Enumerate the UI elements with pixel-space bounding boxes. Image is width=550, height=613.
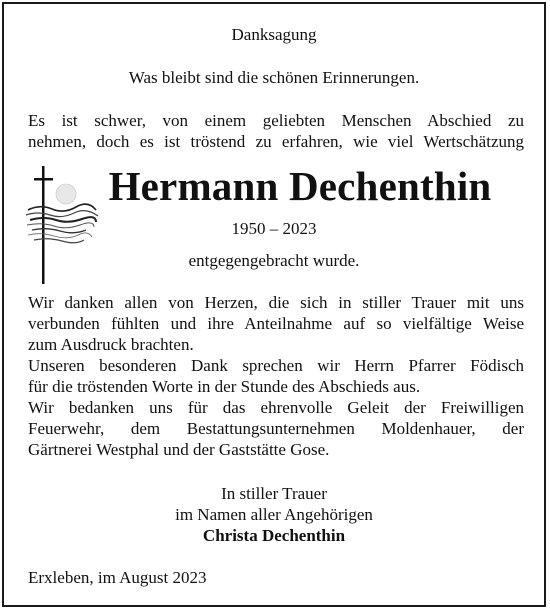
deceased-name: Hermann Dechenthin: [108, 163, 492, 209]
obituary-card: [2, 2, 546, 607]
quote: Was bleibt sind die schönen Erinnerungen.: [128, 68, 420, 87]
place-date: Erxleben, im August 2023: [28, 568, 207, 587]
thanks-line-7: Feuerwehr, dem Bestattungsunternehmen Moldenhauer, der: [28, 419, 524, 438]
intro-end: entgegengebracht wurde.: [188, 251, 360, 270]
closing-line-1: In stiller Trauer: [221, 484, 327, 503]
thanks-line-6: Wir bedanken uns für das ehrenvolle Geleit der Freiwilligen: [28, 398, 524, 417]
signer-name: Christa Dechenthin: [202, 526, 346, 545]
thanks-line-2: verbunden fühlten und ihre Anteilnahme auf so vielfältige Weise: [28, 314, 524, 333]
heading: Danksagung: [231, 25, 317, 44]
thanks-line-8: Gärtnerei Westphal und der Gaststätte Gose.: [28, 440, 330, 459]
thanks-line-4: Unseren besonderen Dank sprechen wir Herrn Pfarrer Födisch: [28, 356, 524, 375]
thanks-line-3: zum Ausdruck brachten.: [28, 335, 194, 354]
intro-line-2: nehmen, doch es ist tröstend zu erfahren, wie viel Wertschätzung: [28, 132, 524, 151]
closing-line-2: im Namen aller Angehörigen: [175, 505, 373, 524]
thanks-line-5: für die tröstenden Worte in der Stunde des Abschieds aus.: [28, 377, 421, 396]
life-years: 1950 – 2023: [231, 219, 317, 238]
intro-line-1: Es ist schwer, von einem geliebten Menschen Abschied zu: [28, 111, 524, 130]
thanks-line-1: Wir danken allen von Herzen, die sich in stiller Trauer mit uns: [28, 293, 524, 312]
